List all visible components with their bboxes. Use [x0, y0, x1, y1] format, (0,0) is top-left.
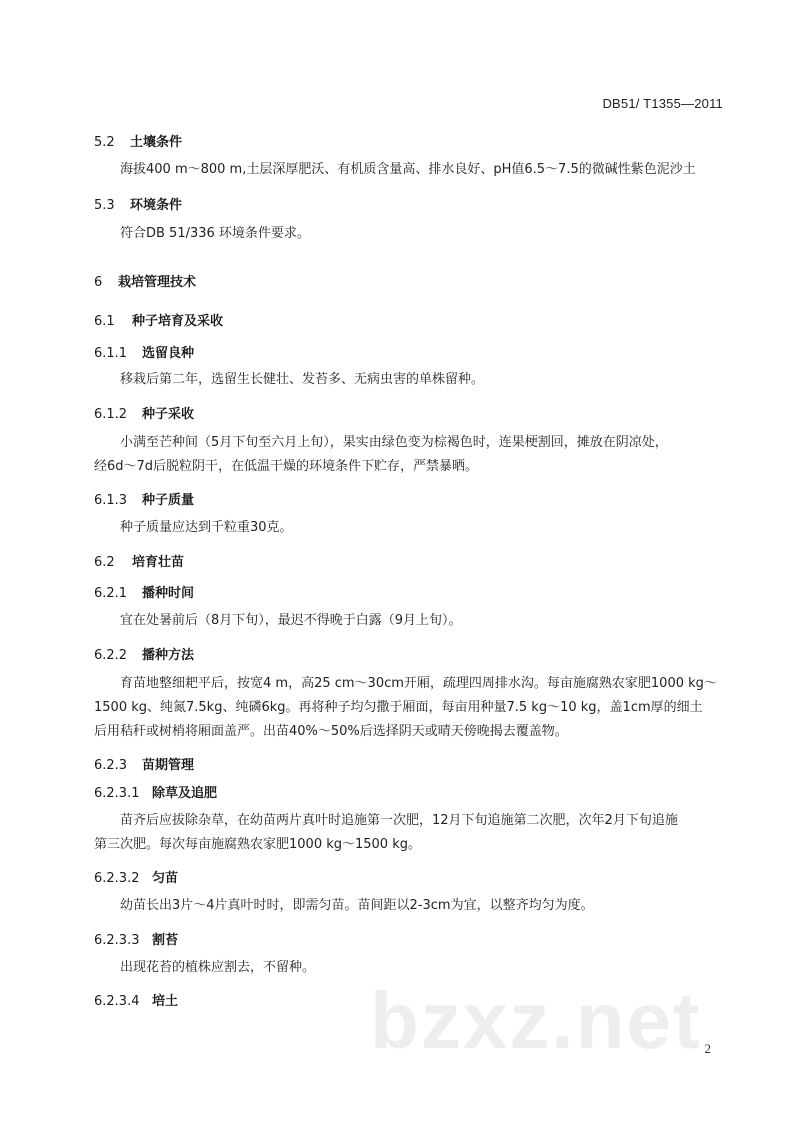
- paragraph: [94, 609, 724, 633]
- heading-number: 5.3: [94, 198, 115, 213]
- paragraph: [94, 516, 724, 540]
- paragraph: [94, 809, 724, 857]
- heading-6-2-3-2: [94, 867, 178, 886]
- heading-6-2-3-4: [94, 990, 178, 1009]
- heading-number: 6.2: [94, 555, 115, 570]
- heading-6-1: [94, 310, 223, 329]
- page-number: 2: [704, 1041, 711, 1056]
- heading-number: 6.2.1: [94, 586, 128, 601]
- paragraph: [94, 222, 724, 246]
- heading-number: 6.2.3.2: [94, 871, 140, 886]
- heading-6-2-3-1: [94, 782, 217, 801]
- paragraph: [94, 431, 724, 479]
- heading-6-1-2: [94, 403, 194, 422]
- heading-title: 栽培管理技术: [118, 275, 197, 290]
- heading-title: 土壤条件: [130, 135, 183, 150]
- paragraph-text: 幼苗长出3片～4片真叶时时，即需匀苗。苗间距以2-3cm为宜，以整齐均匀为度。: [120, 898, 594, 913]
- paragraph-text: 移栽后第二年，选留生长健壮、发苔多、无病虫害的单株留种。: [120, 372, 485, 387]
- watermark: bzxz.net: [370, 976, 702, 1065]
- heading-number: 6.2.3.4: [94, 994, 140, 1009]
- heading-number: 6: [94, 275, 103, 290]
- heading-title: 培土: [152, 994, 179, 1009]
- paragraph-line: 小满至芒种间（5月下旬至六月上旬），果实由绿色变为棕褐色时，连果梗割回，摊放在阴凉处，: [120, 435, 668, 450]
- heading-title: 培育壮苗: [132, 555, 185, 570]
- paragraph: [94, 894, 724, 918]
- heading-number: 6.1.2: [94, 407, 128, 422]
- heading-6-1-3: [94, 489, 194, 508]
- heading-title: 种子质量: [142, 493, 195, 508]
- paragraph-text: 种子质量应达到千粒重30克。: [120, 520, 293, 535]
- heading-number: 6.1: [94, 314, 115, 329]
- heading-number: 6.2.2: [94, 648, 128, 663]
- paragraph-line: 1500 kg、纯氮7.5kg、纯磷6kg。再将种子均匀撒于厢面，每亩用种量7.5 kg～10 kg，盖1cm厚的细土: [94, 700, 703, 715]
- paragraph-text: 宜在处暑前后（8月下旬），最迟不得晚于白露（9月上旬）。: [120, 613, 462, 628]
- paragraph-line: 后用秸秆或树梢将厢面盖严。出苗40%～50%后选择阴天或晴天傍晚揭去覆盖物。: [94, 724, 568, 739]
- heading-number: 6.2.3: [94, 758, 128, 773]
- heading-title: 种子培育及采收: [132, 314, 224, 329]
- heading-title: 匀苗: [152, 871, 179, 886]
- heading-title: 播种时间: [142, 586, 195, 601]
- heading-title: 选留良种: [142, 346, 195, 361]
- heading-title: 环境条件: [130, 198, 183, 213]
- heading-title: 除草及追肥: [152, 786, 218, 801]
- heading-6: [94, 271, 196, 290]
- heading-number: 6.1.1: [94, 346, 128, 361]
- paragraph: [94, 368, 724, 392]
- paragraph: [94, 956, 724, 980]
- heading-title: 割苔: [152, 933, 179, 948]
- heading-number: 6.2.3.3: [94, 933, 140, 948]
- paragraph-line: 苗齐后应拔除杂草，在幼苗两片真叶时追施第一次肥，12月下旬追施第二次肥，次年2月下旬追施: [120, 813, 678, 828]
- paragraph-text: 海拔400 m～800 m,土层深厚肥沃、有机质含量高、排水良好、pH值6.5～7.5的微碱性紫色泥沙土: [120, 162, 696, 177]
- paragraph-line: 经6d～7d后脱粒阴干，在低温干燥的环境条件下贮存，严禁暴晒。: [94, 459, 479, 474]
- heading-5-2: [94, 131, 182, 150]
- paragraph-line: 育苗地整细耙平后，按宽4 m，高25 cm～30cm开厢，疏理四周排水沟。每亩施腐熟农家肥1000 kg～: [120, 676, 717, 691]
- paragraph: [94, 158, 724, 182]
- heading-6-2-3-3: [94, 929, 178, 948]
- heading-title: 种子采收: [142, 407, 195, 422]
- heading-5-3: [94, 194, 182, 213]
- paragraph-text: 符合DB 51/336 环境条件要求。: [120, 226, 310, 241]
- heading-6-1-1: [94, 342, 194, 361]
- heading-number: 6.1.3: [94, 493, 128, 508]
- heading-title: 苗期管理: [142, 758, 195, 773]
- standard-code: DB51/ T1355—2011: [602, 96, 723, 111]
- paragraph: [94, 672, 724, 744]
- paragraph-text: 出现花苔的植株应割去，不留种。: [120, 960, 316, 975]
- heading-number: 6.2.3.1: [94, 786, 140, 801]
- heading-number: 5.2: [94, 135, 115, 150]
- heading-6-2-1: [94, 582, 194, 601]
- heading-6-2-3: [94, 754, 194, 773]
- heading-6-2: [94, 551, 184, 570]
- paragraph-line: 第三次肥。每次每亩施腐熟农家肥1000 kg～1500 kg。: [94, 837, 421, 852]
- heading-6-2-2: [94, 644, 194, 663]
- heading-title: 播种方法: [142, 648, 195, 663]
